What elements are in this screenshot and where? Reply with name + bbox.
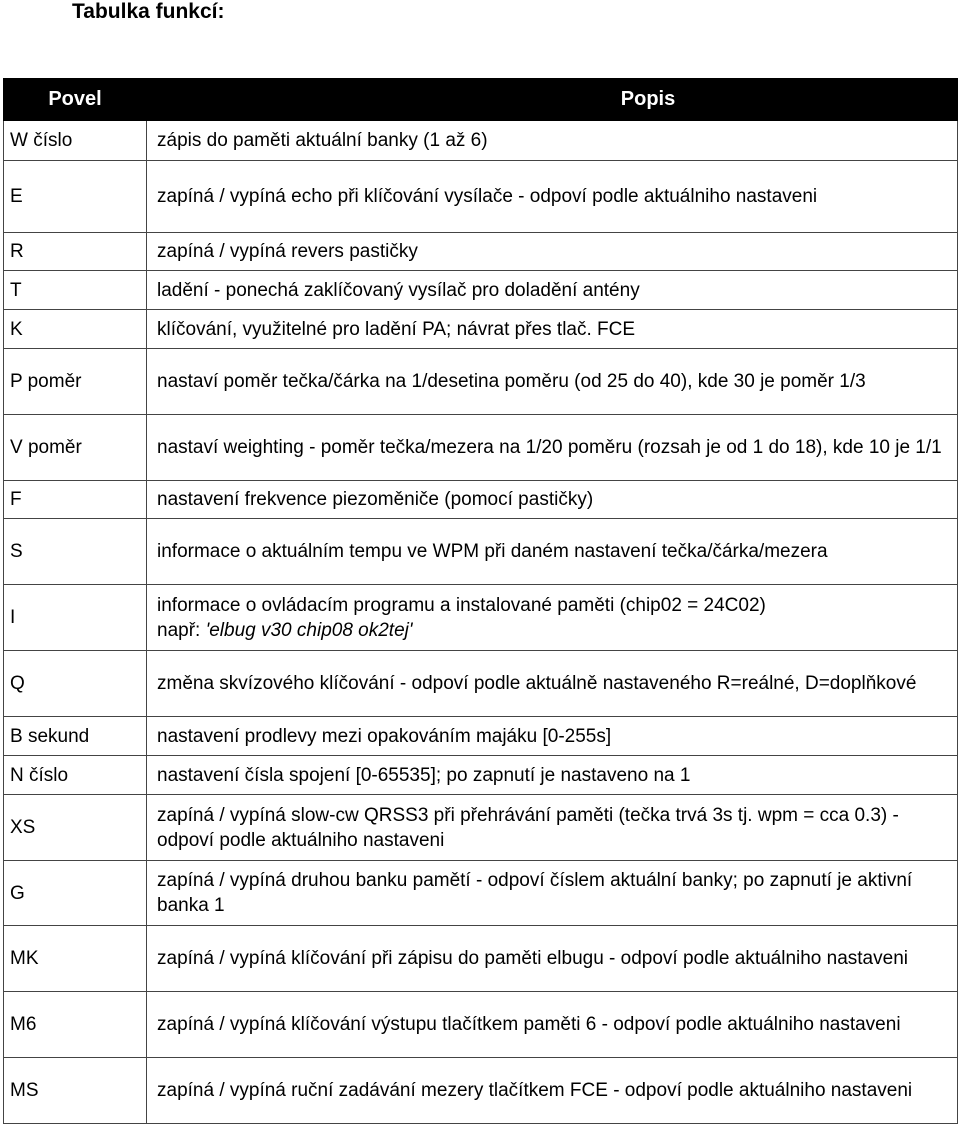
command-cell: S [4, 519, 147, 585]
command-cell: XS [4, 795, 147, 861]
table-row [4, 271, 958, 310]
description-text: informace o ovládacím programu a instalované paměti (chip02 = 24C02) [157, 594, 766, 616]
functions-table [3, 78, 958, 1124]
command-cell: MS [4, 1058, 147, 1124]
table-row [4, 415, 958, 481]
command-cell: P poměr [4, 349, 147, 415]
example-text: 'elbug v30 chip08 ok2tej' [205, 619, 413, 641]
description-cell: nastavení frekvence piezoměniče (pomocí pastičky) [147, 481, 958, 519]
table-header-row [4, 79, 958, 121]
table-row [4, 519, 958, 585]
description-cell: nastaví weighting - poměr tečka/mezera na 1/20 poměru (rozsah je od 1 do 18), kde 10 je 1/1 [147, 415, 958, 481]
description-cell: informace o aktuálním tempu ve WPM při daném nastavení tečka/čárka/mezera [147, 519, 958, 585]
description-cell: zapíná / vypíná druhou banku pamětí - odpoví číslem aktuální banky; po zapnutí je aktivní banka 1 [147, 861, 958, 926]
description-cell [147, 585, 958, 651]
command-cell: I [4, 585, 147, 651]
table-row [4, 926, 958, 992]
command-cell: E [4, 161, 147, 233]
description-cell: zápis do paměti aktuální banky (1 až 6) [147, 121, 958, 161]
table-row [4, 1058, 958, 1124]
command-cell: T [4, 271, 147, 310]
command-cell: N číslo [4, 756, 147, 795]
command-cell: R [4, 233, 147, 271]
header-command: Povel [4, 79, 147, 121]
command-cell: F [4, 481, 147, 519]
command-cell: B sekund [4, 717, 147, 756]
description-cell: zapíná / vypíná klíčování výstupu tlačítkem paměti 6 - odpoví podle aktuálniho nastaveni [147, 992, 958, 1058]
description-cell: změna skvízového klíčování - odpoví podle aktuálně nastaveného R=reálné, D=doplňkové [147, 651, 958, 717]
table-row [4, 651, 958, 717]
table-row [4, 585, 958, 651]
description-cell: ladění - ponechá zaklíčovaný vysílač pro doladění antény [147, 271, 958, 310]
command-cell: G [4, 861, 147, 926]
table-row [4, 861, 958, 926]
table-row [4, 349, 958, 415]
command-cell: K [4, 310, 147, 349]
table-row [4, 717, 958, 756]
description-cell: klíčování, využitelné pro ladění PA; návrat přes tlač. FCE [147, 310, 958, 349]
table-row [4, 233, 958, 271]
description-cell: zapíná / vypíná revers pastičky [147, 233, 958, 271]
command-cell: Q [4, 651, 147, 717]
command-cell: MK [4, 926, 147, 992]
table-row [4, 161, 958, 233]
command-cell: V poměr [4, 415, 147, 481]
description-cell: zapíná / vypíná slow-cw QRSS3 při přehrávání paměti (tečka trvá 3s tj. wpm = cca 0.3) - odpoví podle aktuálniho nastaveni [147, 795, 958, 861]
table-row [4, 481, 958, 519]
description-cell: zapíná / vypíná echo při klíčování vysílače - odpoví podle aktuálniho nastaveni [147, 161, 958, 233]
table-row [4, 795, 958, 861]
table-row [4, 992, 958, 1058]
example-prefix: např: [157, 619, 206, 641]
header-description [147, 79, 958, 121]
command-cell: W číslo [4, 121, 147, 161]
page-title: Tabulka funkcí: [72, 0, 225, 23]
header-description-label: Popis [620, 88, 676, 110]
description-cell: nastaví poměr tečka/čárka na 1/desetina poměru (od 25 do 40), kde 30 je poměr 1/3 [147, 349, 958, 415]
description-cell: zapíná / vypíná klíčování při zápisu do paměti elbugu - odpoví podle aktuálniho nastaveni [147, 926, 958, 992]
table-row [4, 756, 958, 795]
table-row [4, 121, 958, 161]
description-cell: zapíná / vypíná ruční zadávání mezery tlačítkem FCE - odpoví podle aktuálniho nastaveni [147, 1058, 958, 1124]
command-cell: M6 [4, 992, 147, 1058]
description-cell: nastavení čísla spojení [0-65535]; po zapnutí je nastaveno na 1 [147, 756, 958, 795]
table-row [4, 310, 958, 349]
description-cell: nastavení prodlevy mezi opakováním majáku [0-255s] [147, 717, 958, 756]
